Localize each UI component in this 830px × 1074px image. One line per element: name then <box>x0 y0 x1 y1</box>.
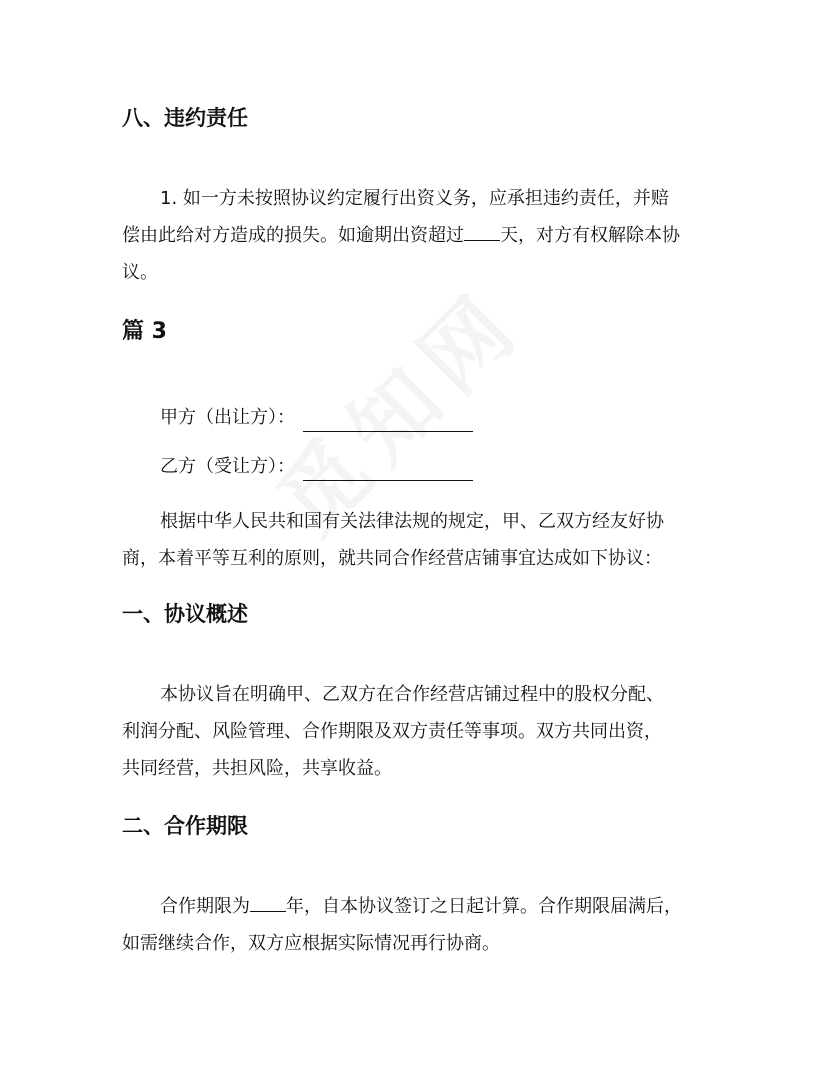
section-1-paragraph <box>122 676 722 787</box>
party-b-label: 乙方（受让方）： <box>160 456 295 477</box>
party-a-row <box>160 404 473 432</box>
text-line: 偿由此给对方造成的损失。如逾期出资超过 <box>122 225 464 246</box>
section-2-heading: 二、合作期限 <box>122 814 248 838</box>
blank-years <box>250 893 286 912</box>
blank-days <box>464 222 500 241</box>
section-8-paragraph <box>122 180 722 291</box>
text-line: 利润分配、风险管理、合作期限及双方责任等事项。双方共同出资， <box>122 721 662 742</box>
part-3-heading: 篇 3 <box>122 319 167 344</box>
section-2-paragraph <box>122 888 722 962</box>
text-line: 天，对方有权解除本协 <box>500 225 680 246</box>
text-line: 商，本着平等互利的原则，就共同合作经营店铺事宜达成如下协议： <box>122 548 662 569</box>
party-b-blank <box>303 458 473 481</box>
text-line: 1. 如一方未按照协议约定履行出资义务，应承担违约责任，并赔 <box>160 188 669 209</box>
party-b-row <box>160 453 473 481</box>
party-a-blank <box>303 409 473 432</box>
text-line: 本协议旨在明确甲、乙双方在合作经营店铺过程中的股权分配、 <box>160 684 664 705</box>
intro-paragraph <box>122 503 722 577</box>
section-1-heading: 一、协议概述 <box>122 602 248 626</box>
text-line: 议。 <box>122 262 158 283</box>
text-line: 共同经营，共担风险，共享收益。 <box>122 758 392 779</box>
text-line: 年，自本协议签订之日起计算。合作期限届满后， <box>286 896 682 917</box>
section-8-heading: 八、违约责任 <box>122 106 248 130</box>
text-line: 合作期限为 <box>160 896 250 917</box>
text-line: 根据中华人民共和国有关法律法规的规定，甲、乙双方经友好协 <box>160 511 664 532</box>
text-line: 如需继续合作，双方应根据实际情况再行协商。 <box>122 933 500 954</box>
party-a-label: 甲方（出让方）： <box>160 407 295 428</box>
